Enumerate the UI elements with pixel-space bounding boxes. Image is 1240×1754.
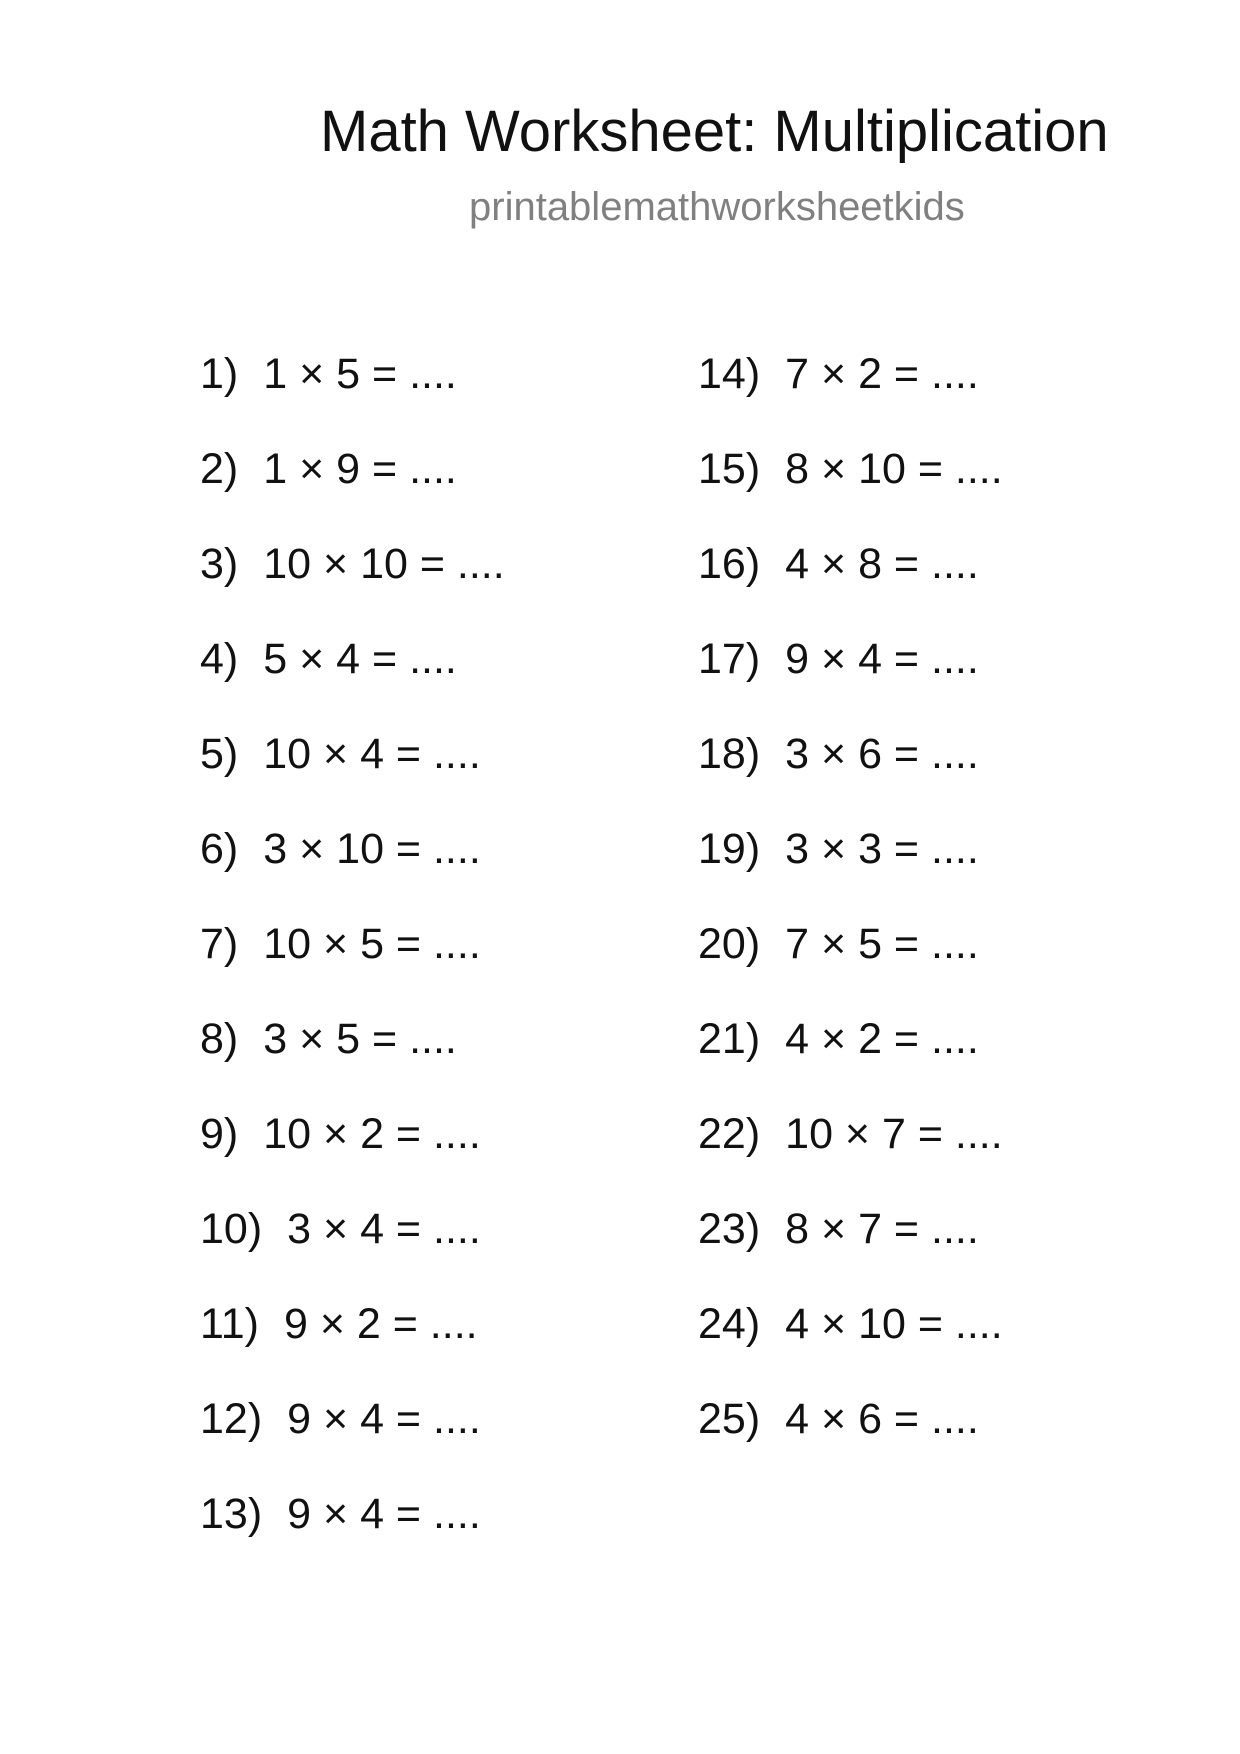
problem-item [200, 724, 505, 819]
problem-item [698, 724, 1003, 819]
problem-number: 9) [200, 1110, 239, 1158]
problem-expression: 10 × 2 = .... [263, 1110, 481, 1158]
problem-item [698, 629, 1003, 724]
worksheet-subtitle: printablemathworksheetkids [469, 185, 965, 229]
problem-expression: 4 × 8 = .... [785, 540, 979, 588]
problem-number: 6) [200, 825, 239, 873]
problem-expression: 4 × 2 = .... [785, 1015, 979, 1063]
problem-number: 14) [698, 350, 761, 398]
problem-item [698, 1294, 1003, 1389]
problem-number: 5) [200, 730, 239, 778]
problem-number: 3) [200, 540, 239, 588]
problem-expression: 1 × 5 = .... [263, 350, 457, 398]
problem-number: 7) [200, 920, 239, 968]
problem-expression: 10 × 10 = .... [263, 540, 505, 588]
problem-expression: 10 × 7 = .... [785, 1110, 1003, 1158]
problem-expression: 7 × 5 = .... [785, 920, 979, 968]
problem-expression: 3 × 3 = .... [785, 825, 979, 873]
worksheet-title: Math Worksheet: Multiplication [320, 99, 1109, 164]
problem-item [200, 1104, 505, 1199]
problem-number: 19) [698, 825, 761, 873]
problem-number: 4) [200, 635, 239, 683]
problem-item [200, 819, 505, 914]
problem-expression: 9 × 4 = .... [287, 1395, 481, 1443]
problem-item [200, 439, 505, 534]
problem-number: 20) [698, 920, 761, 968]
problem-expression: 8 × 7 = .... [785, 1205, 979, 1253]
problem-number: 12) [200, 1395, 263, 1443]
problem-number: 10) [200, 1205, 263, 1253]
problem-item [698, 1009, 1003, 1104]
problems-column-right [698, 344, 1003, 1484]
problem-expression: 4 × 10 = .... [785, 1300, 1003, 1348]
problem-expression: 3 × 5 = .... [263, 1015, 457, 1063]
problem-expression: 10 × 4 = .... [263, 730, 481, 778]
problem-item [698, 439, 1003, 534]
problem-item [698, 534, 1003, 629]
problem-item [698, 1199, 1003, 1294]
problem-expression: 3 × 6 = .... [785, 730, 979, 778]
problem-number: 13) [200, 1490, 263, 1538]
problem-item [698, 1389, 1003, 1484]
problem-number: 25) [698, 1395, 761, 1443]
problem-number: 23) [698, 1205, 761, 1253]
problem-item [698, 1104, 1003, 1199]
problem-number: 11) [200, 1300, 259, 1348]
problem-number: 22) [698, 1110, 761, 1158]
problem-expression: 8 × 10 = .... [785, 445, 1003, 493]
problem-expression: 3 × 10 = .... [263, 825, 481, 873]
problem-number: 16) [698, 540, 761, 588]
problem-item [200, 1009, 505, 1104]
problem-item [200, 914, 505, 1009]
problem-item [200, 1484, 505, 1579]
problem-number: 2) [200, 445, 239, 493]
problem-item [698, 344, 1003, 439]
problem-number: 17) [698, 635, 761, 683]
problem-number: 18) [698, 730, 761, 778]
problem-item [698, 819, 1003, 914]
problem-item [200, 629, 505, 724]
problem-number: 1) [200, 350, 239, 398]
problem-number: 21) [698, 1015, 761, 1063]
problem-item [200, 1199, 505, 1294]
problem-expression: 9 × 4 = .... [785, 635, 979, 683]
problem-expression: 9 × 4 = .... [287, 1490, 481, 1538]
problem-item [200, 534, 505, 629]
problem-number: 24) [698, 1300, 761, 1348]
problems-column-left [200, 344, 505, 1579]
problem-item [200, 1389, 505, 1484]
problem-expression: 3 × 4 = .... [287, 1205, 481, 1253]
problem-expression: 10 × 5 = .... [263, 920, 481, 968]
problem-expression: 5 × 4 = .... [263, 635, 457, 683]
problem-expression: 7 × 2 = .... [785, 350, 979, 398]
problem-number: 15) [698, 445, 761, 493]
problem-expression: 4 × 6 = .... [785, 1395, 979, 1443]
problem-expression: 1 × 9 = .... [263, 445, 457, 493]
problem-expression: 9 × 2 = .... [283, 1300, 478, 1348]
problem-item [200, 1294, 505, 1389]
problem-number: 8) [200, 1015, 239, 1063]
problem-item [200, 344, 505, 439]
problem-item [698, 914, 1003, 1009]
